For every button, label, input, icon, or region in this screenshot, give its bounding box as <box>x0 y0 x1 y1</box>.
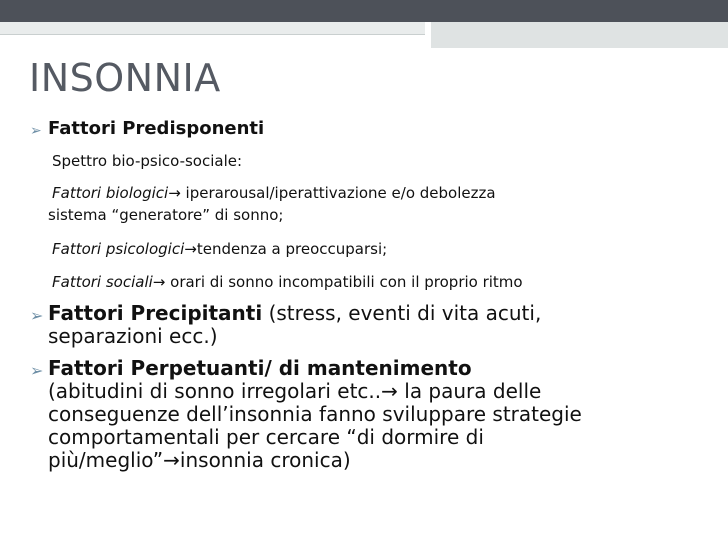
bullet-heading: Fattori Predisponenti <box>48 118 265 139</box>
sub-biologici <box>48 182 710 226</box>
sub-psicologici <box>52 238 710 260</box>
precipitanti-text-1: (stress, eventi di vita acuti, <box>262 301 542 325</box>
biologici-text-2: sistema “generatore” di sonno; <box>48 206 284 224</box>
decorative-stripe-right <box>431 22 728 48</box>
perpetuanti-line-5b: insonnia cronica) <box>179 448 351 472</box>
perpetuanti-line-4: comportamentali per cercare “di dormire di <box>48 425 484 449</box>
arrow-right-icon: → <box>168 184 181 202</box>
bullet-arrow-icon: ➢ <box>30 306 44 325</box>
slide-title: INSONNIA <box>29 56 221 100</box>
precipitanti-text-2: separazioni ecc.) <box>48 324 218 348</box>
header-bar <box>0 0 728 22</box>
sociali-text: orari di sonno incompatibili con il proprio ritmo <box>165 273 523 291</box>
arrow-right-icon: → <box>184 240 197 258</box>
bullet-predisponenti <box>30 116 710 142</box>
perpetuanti-line-3: conseguenze dell’insonnia fanno sviluppare strategie <box>48 402 582 426</box>
biologici-text-1: iperarousal/iperattivazione e/o debolezza <box>180 184 496 202</box>
slide-content <box>30 116 710 472</box>
perpetuanti-line-2b: la paura delle <box>397 379 542 403</box>
psicologici-text: tendenza a preoccuparsi; <box>196 240 388 258</box>
bullet-heading: Fattori Precipitanti <box>48 301 263 325</box>
arrow-right-icon: → <box>152 273 166 291</box>
arrow-right-icon: → <box>163 448 180 472</box>
perpetuanti-line-2a: (abitudini di sonno irregolari etc.. <box>48 379 382 403</box>
biologici-label: Fattori biologici <box>52 184 169 202</box>
sub-sociali <box>52 271 710 293</box>
psicologici-label: Fattori psicologici <box>52 240 185 258</box>
sociali-label: Fattori sociali <box>52 273 153 291</box>
bullet-heading: Fattori Perpetuanti/ di mantenimento <box>48 356 472 380</box>
decorative-stripe-left <box>0 22 425 34</box>
perpetuanti-line-5a: più/meglio” <box>48 448 164 472</box>
bullet-arrow-icon: ➢ <box>30 123 42 139</box>
bullet-arrow-icon: ➢ <box>30 361 44 380</box>
bullet-precipitanti <box>30 302 710 348</box>
decorative-divider <box>0 34 425 35</box>
sub-intro-text: Spettro bio-psico-sociale: <box>52 152 243 170</box>
sub-intro <box>52 150 710 172</box>
arrow-right-icon: → <box>381 379 398 403</box>
bullet-perpetuanti <box>30 357 710 472</box>
